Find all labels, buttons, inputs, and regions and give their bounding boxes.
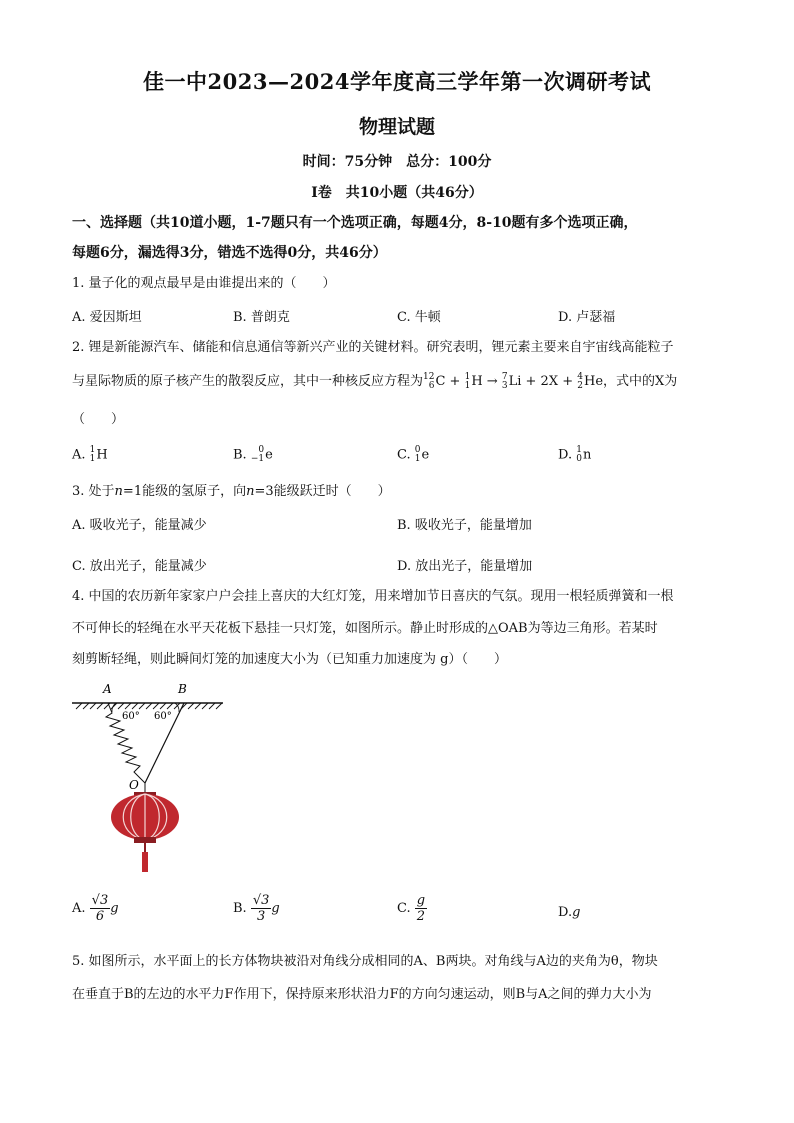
angle-label-a: 60° [122,711,140,722]
lantern-figure [68,680,238,880]
section-heading-line2: 每题6分，漏选得3分，错选不选得0分，共46分） [72,245,387,261]
q5-line2: 在垂直于B的左边的水平力F作用下，保持原来形状沿力F的方向匀速运动，则B与A之间的弹力大小为 [72,987,652,1002]
q4-line1: 4. 中国的农历新年家家户户会挂上喜庆的大红灯笼，用来增加节日喜庆的气氛。现用一根轻质弹簧和一根 [72,589,674,604]
q1-stem: 1. 量子化的观点最早是由谁提出来的（ ） [72,276,336,291]
q5-line1: 5. 如图所示，水平面上的长方体物块被沿对角线分成相同的A、B两块。对角线与A边的夹角为θ，物块 [72,954,658,969]
q4-line2: 不可伸长的轻绳在水平天花板下悬挂一只灯笼，如图所示。静止时形成的△OAB为等边三角形。若某时 [72,621,658,636]
q4-option-a: A. $\frac{√3}{6}$ g [72,893,119,924]
q1-option-c: C. 牛顿 [397,310,441,325]
q4-option-b: B. $\frac{√3}{3}$ g [233,893,280,924]
q2-option-c: C. 0 1e [397,445,430,464]
label-a: A [103,682,112,696]
q1-option-b: B. 普朗克 [233,310,290,325]
q3-option-d: D. 放出光子，能量增加 [397,559,533,574]
volume-info: I卷 共10小题（共46分） [311,185,483,201]
exam-title: 佳一中2023—2024学年度高三学年第一次调研考试 [143,69,651,94]
he-iso: 4 2 [577,371,583,391]
angle-label-b: 60° [154,711,172,722]
q3-option-c: C. 放出光子，能量减少 [72,559,207,574]
q2-option-b: B. 0 −1e [233,445,273,464]
q3-option-a: A. 吸收光子，能量减少 [72,518,207,533]
label-o: O [129,778,139,792]
q2-line2-suffix: ，式中的X为 [603,374,678,389]
q2-line2 [72,372,732,392]
q2-line3: （ ） [72,412,125,427]
h-iso: 1 1 [464,371,471,391]
q4-option-c: C. $\frac{g}{2}$ [397,893,426,924]
q4-option-d: D.g [558,905,581,920]
q4-line3: 刻剪断轻绳，则此瞬间灯笼的加速度大小为（已知重力加速度为 g）（ ） [72,652,507,667]
q1-option-d: D. 卢瑟福 [558,310,616,325]
q2-line1: 2. 锂是新能源汽车、储能和信息通信等新兴产业的关键材料。研究表明，锂元素主要来自宇宙线高能粒子 [72,340,674,355]
q2-option-d: D. 1 0n [558,445,592,464]
li-iso: 7 3 [501,371,508,391]
time-info: 时间：75分钟 总分：100分 [302,154,492,170]
q1-option-a: A. 爱因斯坦 [72,310,142,325]
c-iso: 12 6 [423,371,435,391]
ceiling-hatch [76,703,222,709]
label-b: B [178,682,187,696]
q3-option-b: B. 吸收光子，能量增加 [397,518,532,533]
q3-stem: 3. 处于n=1能级的氢原子，向n=3能级跃迁时（ ） [72,484,391,499]
section-heading-line1: 一、选择题（共10道小题，1-7题只有一个选项正确，每题4分，8-10题有多个选项正确， [72,215,638,231]
subject-title: 物理试题 [358,116,435,138]
q2-line2-prefix: 与星际物质的原子核产生的散裂反应，其中一种核反应方程为 [72,374,424,389]
nuclear-equation: 12 6C + 1 1H → 7 3Li + 2X + 4 2He [423,371,604,391]
lantern [111,783,179,872]
q2-option-a: A. 1 1H [72,445,108,464]
